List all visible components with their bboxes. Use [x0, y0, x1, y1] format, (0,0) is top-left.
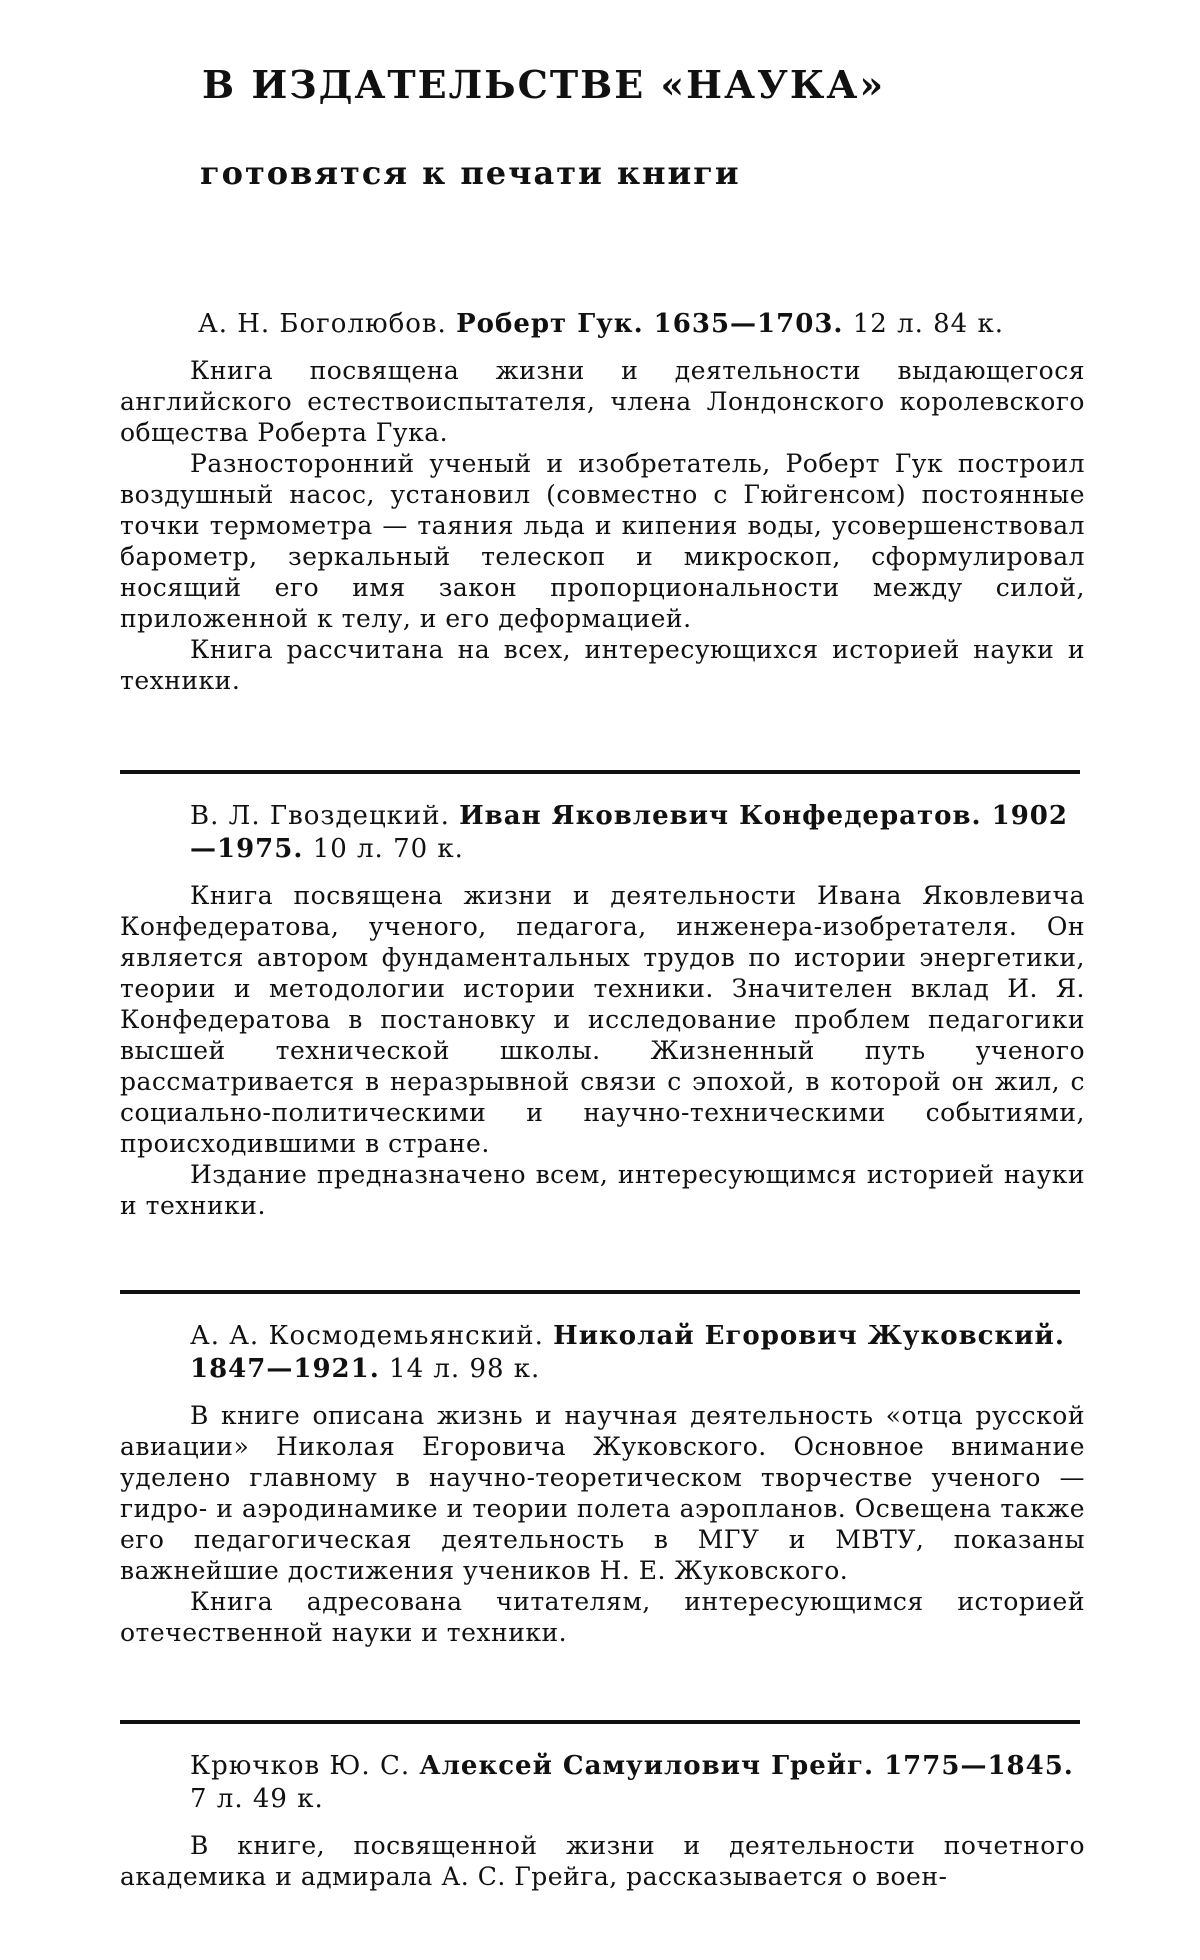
entry-author: В. Л. Гвоздецкий. — [190, 801, 450, 831]
entry-book-title: Алексей Самуилович Грейг. 1775—1845. — [419, 1751, 1074, 1781]
entry-book-title: Николай Егорович Жуковский. 1847—1921. — [190, 1321, 1065, 1384]
page-subtitle: готовятся к печати книги — [200, 154, 741, 192]
entry-details: 14 л. 98 к. — [389, 1354, 541, 1384]
section-divider — [120, 1290, 1080, 1294]
entry-book-title: Роберт Гук. 1635—1703. — [456, 309, 844, 339]
book-entry-3 — [120, 1320, 1085, 1648]
entry-author: А. Н. Боголюбов. — [198, 309, 447, 339]
entry-paragraph: Книга рассчитана на всех, интересующихся историей науки и техники. — [120, 635, 1085, 695]
entry-paragraph: Книга посвящена жизни и деятельности выдающегося английского естествоиспытателя, члена Лондонского королевского общества Роберта Гука. — [120, 356, 1085, 447]
entry-heading — [120, 1750, 1085, 1816]
entry-heading — [120, 800, 1085, 866]
entry-details: 12 л. 84 к. — [852, 309, 1004, 339]
entry-details: 10 л. 70 к. — [312, 834, 464, 864]
entry-details: 7 л. 49 к. — [190, 1784, 324, 1814]
entry-heading — [120, 1320, 1085, 1386]
entry-paragraph: Издание предназначено всем, интересующимся историей науки и техники. — [120, 1160, 1085, 1220]
section-divider — [120, 1720, 1080, 1724]
entry-paragraph: В книге описана жизнь и научная деятельность «отца русской авиации» Николая Егоровича Жуковского. Основное внимание уделено главному в научно-теоретическом творчестве ученого — гидро- и аэродинамике и теории полета аэропланов. Освещена также его педагогическая деятельность в МГУ и МВТУ, показаны важнейшие достижения учеников Н. Е. Жуковского. — [120, 1401, 1085, 1585]
entry-paragraph: Разносторонний ученый и изобретатель, Роберт Гук построил воздушный насос, установил (совместно с Гюйгенсом) постоянные точки термометра — таяния льда и кипения воды, усовершенствовал барометр, зеркальный телескоп и микроскоп, сформулировал носящий его имя закон пропорциональности между силой, приложенной к телу, и его деформацией. — [120, 449, 1085, 633]
book-entry-1 — [120, 308, 1085, 696]
entry-paragraph: Книга посвящена жизни и деятельности Ивана Яковлевича Конфедератова, ученого, педагога, инженера-изобретателя. Он является автором фундаментальных трудов по истории энергетики, теории и методологии истории техники. Значителен вклад И. Я. Конфедератова в постановку и исследование проблем педагогики высшей технической школы. Жизненный путь ученого рассматривается в неразрывной связи с эпохой, в которой он жил, с социально-политическими и научно-техническими событиями, происходившими в стране. — [120, 881, 1085, 1158]
page-title: В ИЗДАТЕЛЬСТВЕ «НАУКА» — [202, 62, 886, 107]
entry-paragraph: Книга адресована читателям, интересующимся историей отечественной науки и техники. — [120, 1587, 1085, 1647]
entry-author: А. А. Космодемьянский. — [190, 1321, 544, 1351]
entry-book-title: Иван Яковлевич Конфедератов. 1902—1975. — [190, 801, 1068, 864]
entry-paragraph: В книге, посвященной жизни и деятельности почетного академика и адмирала А. С. Грейга, рассказывается о воен- — [120, 1831, 1085, 1891]
entry-author: Крючков Ю. С. — [190, 1751, 411, 1781]
section-divider — [120, 770, 1080, 774]
entry-heading — [120, 308, 1085, 341]
book-entry-4 — [120, 1750, 1085, 1892]
book-entry-2 — [120, 800, 1085, 1221]
